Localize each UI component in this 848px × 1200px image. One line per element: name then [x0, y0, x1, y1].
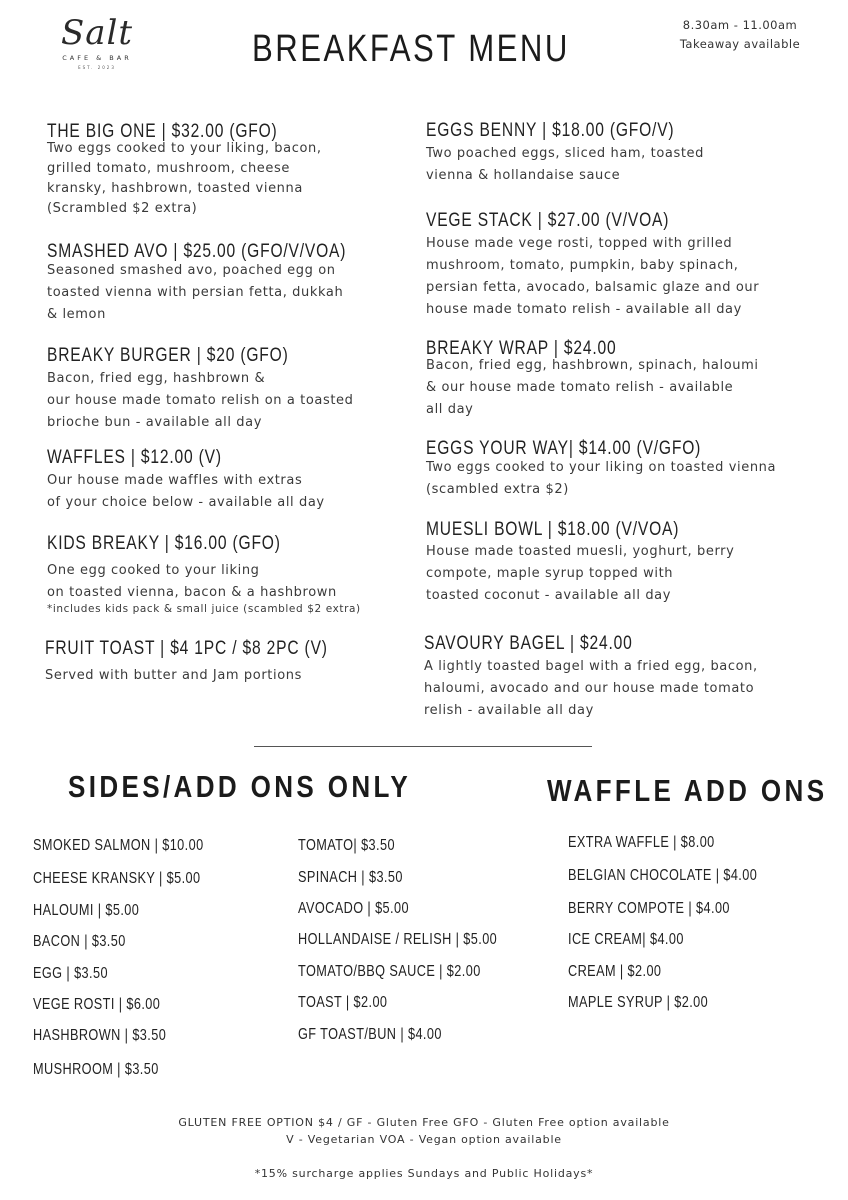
item-description — [426, 457, 776, 501]
side-item: EGG | $3.50 — [33, 965, 108, 982]
desc-line: toasted coconut - available all day — [426, 588, 672, 603]
section-divider — [254, 746, 592, 747]
side-item: TOMATO| $3.50 — [298, 837, 395, 854]
side-item: VEGE ROSTI | $6.00 — [33, 996, 161, 1013]
item-description — [47, 139, 322, 219]
desc-line: House made vege rosti, topped with grilled — [426, 236, 733, 251]
item-title: WAFFLES | $12.00 (V) — [47, 447, 222, 468]
item-description — [47, 260, 343, 326]
hours-text: 8.30am - 11.00am — [682, 18, 798, 32]
desc-line: House made toasted muesli, yoghurt, berry — [426, 544, 735, 559]
item-description — [426, 541, 734, 607]
logo-est: EST. 2023 — [78, 65, 116, 70]
logo — [52, 14, 142, 70]
item-title: SMASHED AVO | $25.00 (GFO/V/VOA) — [47, 241, 347, 262]
desc-line: Our house made waffles with extras — [47, 473, 303, 488]
item-description — [426, 143, 704, 187]
logo-script: Salt — [60, 13, 134, 53]
item-description — [47, 560, 337, 604]
footer-surcharge: *15% surcharge applies Sundays and Public Holidays* — [254, 1167, 594, 1180]
desc-line: A lightly toasted bagel with a fried egg, bacon, — [424, 659, 758, 674]
desc-line: mushroom, tomato, pumpkin, baby spinach, — [426, 258, 739, 273]
item-description — [47, 470, 325, 514]
hours-info — [660, 16, 820, 54]
side-item: HALOUMI | $5.00 — [33, 902, 140, 919]
item-description — [426, 233, 759, 321]
desc-line: brioche bun - available all day — [47, 415, 263, 430]
side-item: TOMATO/BBQ SAUCE | $2.00 — [298, 963, 481, 980]
desc-line: Two poached eggs, sliced ham, toasted — [426, 146, 704, 161]
desc-line: One egg cooked to your liking — [47, 563, 260, 578]
item-title: FRUIT TOAST | $4 1PC / $8 2PC (V) — [45, 638, 328, 659]
desc-line: on toasted vienna, bacon & a hashbrown — [47, 585, 337, 600]
item-title: KIDS BREAKY | $16.00 (GFO) — [47, 533, 281, 554]
page-title: BREAKFAST MENU — [252, 28, 570, 70]
side-item: SPINACH | $3.50 — [298, 869, 403, 886]
item-note: *includes kids pack & small juice (scambled $2 extra) — [47, 603, 361, 615]
desc-line: Two eggs cooked to your liking on toasted vienna — [426, 460, 777, 475]
waffle-addon-item: CREAM | $2.00 — [568, 963, 662, 980]
item-title: BREAKY WRAP | $24.00 — [426, 338, 617, 359]
waffle-addon-item: BELGIAN CHOCOLATE | $4.00 — [568, 867, 758, 884]
desc-line: (scambled extra $2) — [426, 482, 569, 497]
side-item: GF TOAST/BUN | $4.00 — [298, 1026, 442, 1043]
desc-line: kransky, hashbrown, toasted vienna — [47, 181, 303, 196]
desc-line: & our house made tomato relish - available — [426, 380, 734, 395]
item-title: MUESLI BOWL | $18.00 (V/VOA) — [426, 519, 680, 540]
side-item: SMOKED SALMON | $10.00 — [33, 837, 204, 854]
side-item: TOAST | $2.00 — [298, 994, 388, 1011]
item-description — [45, 665, 302, 687]
desc-line: Seasoned smashed avo, poached egg on — [47, 263, 336, 278]
footer-legend-2: V - Vegetarian VOA - Vegan option available — [286, 1133, 562, 1146]
takeaway-text: Takeaway available — [679, 37, 801, 51]
item-title: THE BIG ONE | $32.00 (GFO) — [47, 121, 278, 142]
desc-line: house made tomato relish - available all day — [426, 302, 742, 317]
sides-title: SIDES/ADD ONS ONLY — [68, 769, 412, 804]
desc-line: Served with butter and Jam portions — [45, 668, 302, 683]
desc-line: haloumi, avocado and our house made tomato — [424, 681, 755, 696]
item-title: VEGE STACK | $27.00 (V/VOA) — [426, 210, 670, 231]
desc-line: vienna & hollandaise sauce — [426, 168, 621, 183]
desc-line: persian fetta, avocado, balsamic glaze and our — [426, 280, 760, 295]
desc-line: our house made tomato relish on a toasted — [47, 393, 354, 408]
item-description — [426, 355, 759, 421]
desc-line: relish - available all day — [424, 703, 594, 718]
side-item: HASHBROWN | $3.50 — [33, 1027, 167, 1044]
waffle-addon-item: BERRY COMPOTE | $4.00 — [568, 900, 730, 917]
side-item: AVOCADO | $5.00 — [298, 900, 409, 917]
side-item: CHEESE KRANSKY | $5.00 — [33, 870, 201, 887]
item-title: BREAKY BURGER | $20 (GFO) — [47, 345, 289, 366]
waffle-addon-item: MAPLE SYRUP | $2.00 — [568, 994, 709, 1011]
desc-line: toasted vienna with persian fetta, dukkah — [47, 285, 344, 300]
desc-line: of your choice below - available all day — [47, 495, 325, 510]
logo-subtitle: CAFE & BAR — [62, 54, 132, 62]
item-title: EGGS YOUR WAY| $14.00 (V/GFO) — [426, 438, 702, 459]
desc-line: Two eggs cooked to your liking, bacon, — [47, 141, 322, 156]
desc-line: (Scrambled $2 extra) — [47, 201, 198, 216]
waffle-addon-item: EXTRA WAFFLE | $8.00 — [568, 834, 715, 851]
waffle-addons-title: WAFFLE ADD ONS — [547, 773, 828, 808]
side-item: MUSHROOM | $3.50 — [33, 1061, 159, 1078]
item-description — [424, 656, 758, 722]
desc-line: all day — [426, 402, 474, 417]
side-item: BACON | $3.50 — [33, 933, 126, 950]
side-item: HOLLANDAISE / RELISH | $5.00 — [298, 931, 498, 948]
desc-line: compote, maple syrup topped with — [426, 566, 674, 581]
desc-line: grilled tomato, mushroom, cheese — [47, 161, 290, 176]
item-title: SAVOURY BAGEL | $24.00 — [424, 633, 633, 654]
desc-line: Bacon, fried egg, hashbrown, spinach, haloumi — [426, 358, 759, 373]
footer-legend-1: GLUTEN FREE OPTION $4 / GF - Gluten Free GFO - Gluten Free option available — [178, 1116, 670, 1129]
item-title: EGGS BENNY | $18.00 (GFO/V) — [426, 120, 675, 141]
desc-line: Bacon, fried egg, hashbrown & — [47, 371, 266, 386]
waffle-addon-item: ICE CREAM| $4.00 — [568, 931, 684, 948]
desc-line: & lemon — [47, 307, 106, 322]
item-description — [47, 368, 353, 434]
